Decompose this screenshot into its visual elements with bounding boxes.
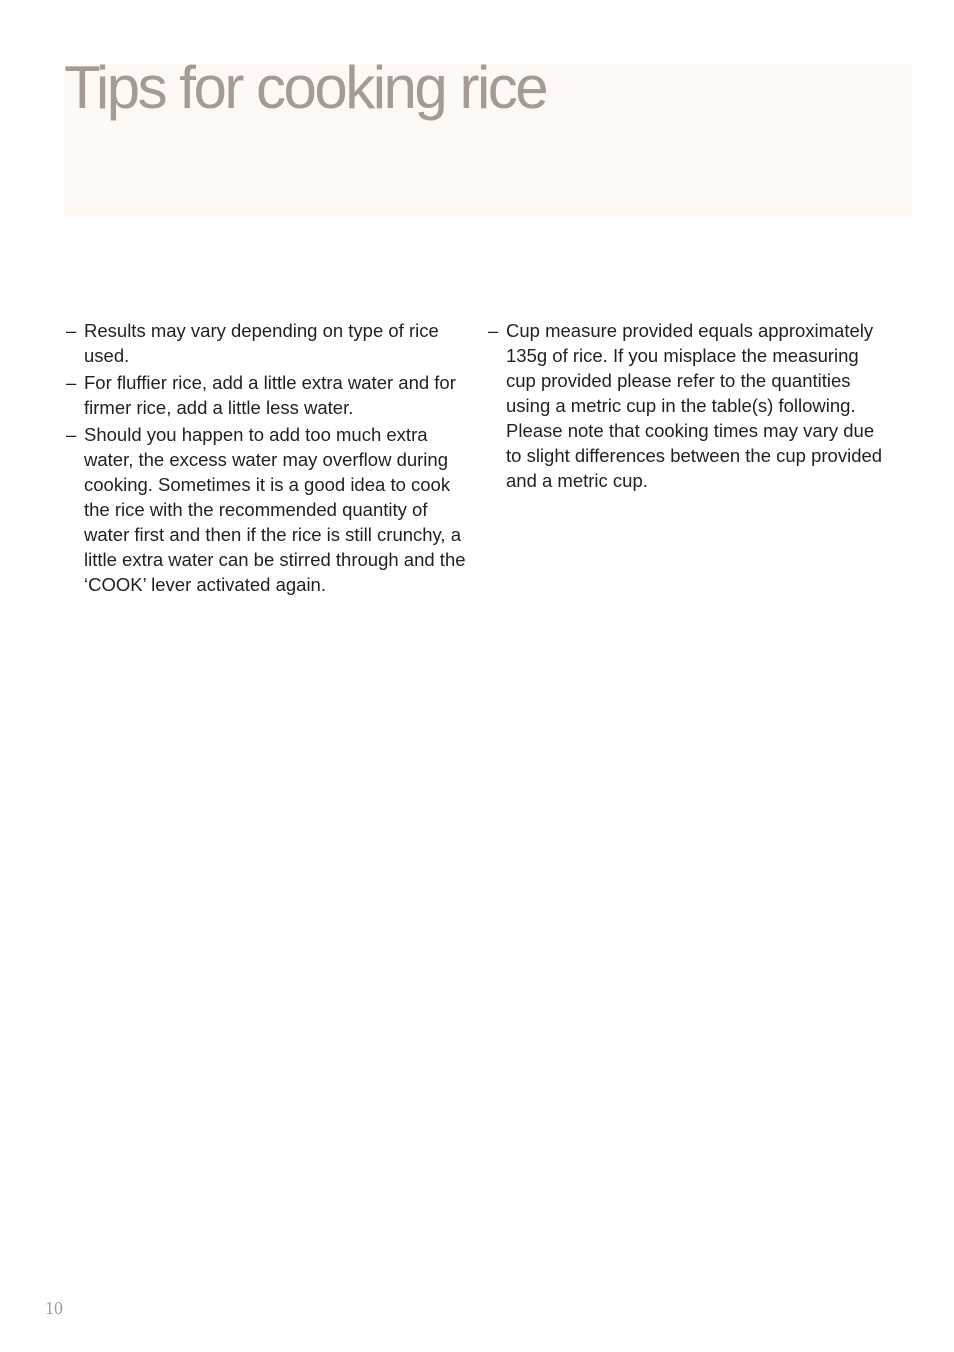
tips-column-right xyxy=(488,318,893,495)
tip-item xyxy=(66,422,466,597)
tip-text: Should you happen to add too much extra water, the excess water may overflow during cooking. Sometimes it is a good idea to cook the rice with the recommended quantity of water first and then if the rice is still crunchy, a little extra water can be stirred through and the ‘COOK’ lever activated again. xyxy=(84,424,466,595)
tips-column-left xyxy=(66,318,466,599)
tip-text: Cup measure provided equals approximately 135g of rice. If you misplace the measuring cup provided please refer to the quantities using a metric cup in the table(s) following. Please note that cooking times may vary due to slight differences between the cup provided and a metric cup. xyxy=(506,320,883,491)
page-title: Tips for cooking rice xyxy=(64,54,547,121)
page-number: 10 xyxy=(45,1298,63,1318)
tip-item xyxy=(66,318,466,368)
dash-bullet: – xyxy=(488,320,499,341)
tip-text: Results may vary depending on type of rice used. xyxy=(84,320,439,366)
tip-item xyxy=(66,370,466,420)
dash-bullet: – xyxy=(66,372,77,393)
dash-bullet: – xyxy=(66,424,77,445)
tip-item xyxy=(488,318,893,493)
dash-bullet: – xyxy=(66,320,77,341)
tip-text: For fluffier rice, add a little extra water and for firmer rice, add a little less water. xyxy=(84,372,456,418)
